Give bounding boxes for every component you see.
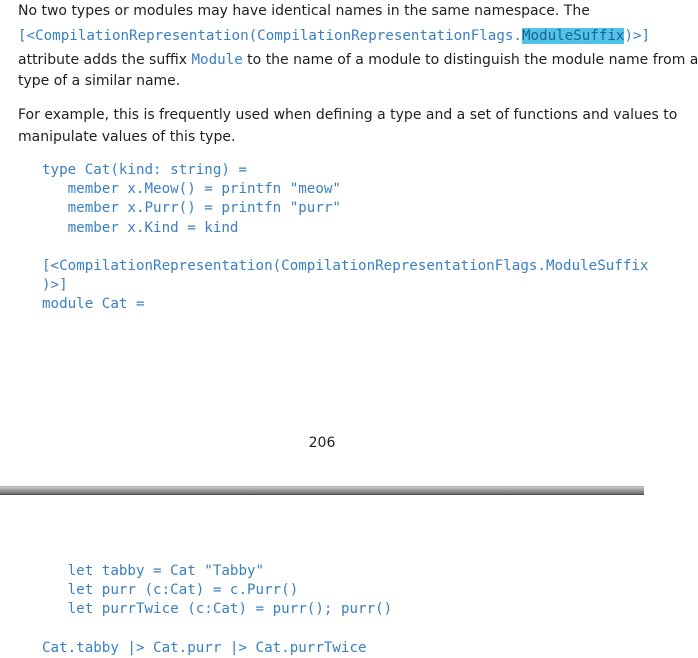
document-page-bottom: [0, 495, 644, 656]
paragraph-line: manipulate values of this type.: [18, 129, 236, 145]
code-line: let tabby = Cat "Tabby": [42, 563, 265, 579]
text-segment: to the name of a module to distinguish the module name from a: [242, 52, 698, 68]
code-line: member x.Meow() = printfn "meow": [42, 181, 341, 198]
page-separator: [0, 486, 644, 495]
code-line: Cat.tabby |> Cat.purr |> Cat.purrTwice: [42, 639, 367, 656]
text-segment: attribute adds the suffix: [18, 52, 192, 68]
code-line: member x.Kind = kind: [42, 219, 239, 236]
code-block: [42, 161, 648, 315]
paragraph-line: For example, this is frequently used when defining a type and a set of functions and values to: [18, 107, 678, 123]
code-line: type Cat(kind: string) =: [42, 162, 247, 178]
paragraph-line: [18, 50, 698, 71]
highlighted-search-match: ModuleSuffix: [521, 28, 625, 44]
code-line: let purr (c:Cat) = c.Purr(): [42, 582, 299, 599]
paragraph-line: No two types or modules may have identical names in the same namespace. The: [18, 3, 590, 19]
code-line: member x.Purr() = printfn "purr": [42, 200, 341, 217]
attribute-code-b: )>]: [624, 28, 651, 44]
paragraph-code-line: [18, 26, 650, 47]
attribute-code-a: [<CompilationRepresentation(CompilationRepresentationFlags.: [18, 28, 522, 44]
code-line: module Cat =: [42, 296, 145, 313]
code-line: let purrTwice (c:Cat) = purr(); purr(): [42, 601, 393, 618]
code-line: [42, 238, 648, 257]
paragraph-line: type of a similar name.: [18, 73, 181, 89]
code-line: [<CompilationRepresentation(CompilationRepresentationFlags.ModuleSuffix: [42, 258, 649, 275]
code-line: )>]: [42, 277, 68, 294]
page-number: 206: [308, 435, 336, 451]
code-block: [42, 562, 392, 658]
code-line: [42, 620, 392, 639]
inline-code: Module: [191, 52, 243, 68]
